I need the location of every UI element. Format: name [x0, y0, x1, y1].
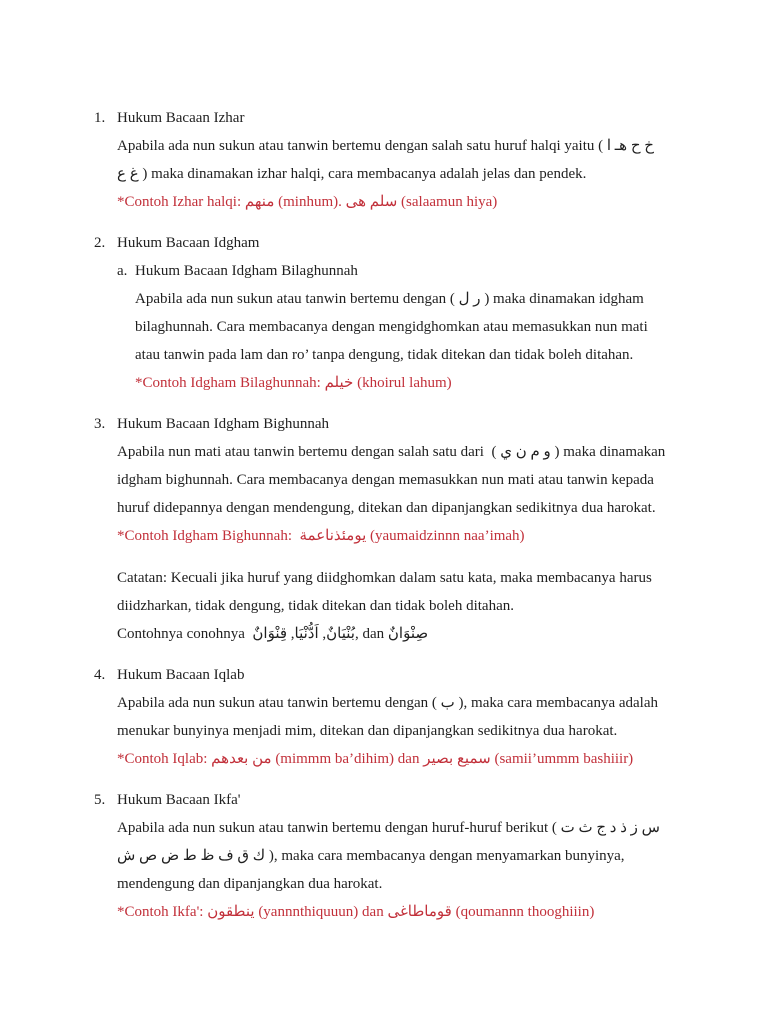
subsection-heading-row — [117, 257, 694, 285]
section-idgham — [94, 229, 694, 397]
section-body — [117, 132, 694, 216]
text-line: atau tanwin pada lam dan ro’ tanpa dengung, tidak ditekan dan tidak boleh ditahan. — [135, 347, 634, 363]
text-line: Apabila ada nun sukun atau tanwin bertemu dengan ( ب ), maka cara membacanya adalah — [117, 695, 658, 711]
text-line: idgham bighunnah. Cara membacanya dengan memasukkan nun mati atau tanwin kepada — [117, 472, 654, 488]
example-line: *Contoh Idgham Bilaghunnah: خيلم (khoirul lahum) — [135, 375, 452, 391]
item-heading: Hukum Bacaan Idgham Bighunnah — [117, 416, 330, 432]
example-line: *Contoh Ikfa': ينطقون (yannnthiquuun) dan قوماطاغى (qoumannn thooghiiin) — [117, 904, 595, 920]
section-body — [117, 689, 694, 773]
item-heading: Hukum Bacaan Ikfa' — [117, 792, 241, 808]
example-line: *Contoh Idgham Bighunnah: يومئذناعمة (yaumaidzinnn naa’imah) — [117, 528, 525, 544]
document-content — [94, 104, 694, 939]
text-line: menukar bunyinya menjadi mim, ditekan dan dipanjangkan sedikitnya dua harokat. — [117, 723, 618, 739]
text-line: Apabila ada nun sukun atau tanwin bertemu dengan salah satu huruf halqi yaitu ( خ ح هـ ا — [117, 138, 654, 154]
section-heading-row — [94, 410, 694, 438]
text-line: huruf didepannya dengan mendengung, ditekan dan dipanjangkan sedikitnya dua harokat. — [117, 500, 656, 516]
item-number: 4. — [94, 667, 106, 683]
example-line: *Contoh Iqlab: من بعدهم (mimmm ba’dihim) dan سميع بصير (samii’ummm bashiiir) — [117, 751, 634, 767]
subsection-body — [135, 285, 694, 397]
section-izhar — [94, 104, 694, 216]
item-number: 5. — [94, 792, 106, 808]
example-line: *Contoh Izhar halqi: منهم (minhum). سلم هى (salaamun hiya) — [117, 194, 498, 210]
section-heading-row — [94, 104, 694, 132]
section-ikfa — [94, 786, 694, 926]
note-line: diidzharkan, tidak dengung, tidak ditekan dan tidak boleh ditahan. — [117, 598, 514, 614]
sub-item-letter: a. — [117, 263, 128, 279]
item-heading: Hukum Bacaan Iqlab — [117, 667, 245, 683]
sub-item-heading: Hukum Bacaan Idgham Bilaghunnah — [135, 263, 358, 279]
text-line: bilaghunnah. Cara membacanya dengan mengidghomkan atau memasukkan nun mati — [135, 319, 648, 335]
text-line: Apabila nun mati atau tanwin bertemu dengan salah satu dari ( و م ن ي ) maka dinamakan — [117, 444, 666, 460]
section-body — [117, 438, 694, 648]
text-line: Apabila ada nun sukun atau tanwin bertemu dengan huruf-huruf berikut ( س ز ذ د ج ث ت — [117, 820, 660, 836]
note-line: Contohnya conohnya بُنْيَانٌ, اَدُّنْيَا, قِنْوَانٌ, dan صِنْوَانٌ — [117, 626, 429, 642]
section-heading-row — [94, 661, 694, 689]
text-line: ك ق ف ظ ط ض ص ش ), maka cara membacanya dengan menyamarkan bunyinya, — [117, 848, 625, 864]
text-line: Apabila ada nun sukun atau tanwin bertemu dengan ( ر ل ) maka dinamakan idgham — [135, 291, 644, 307]
item-number: 3. — [94, 416, 106, 432]
item-number: 1. — [94, 110, 106, 126]
text-line: mendengung dan dipanjangkan dua harokat. — [117, 876, 383, 892]
subsection-idgham-bilaghunnah — [117, 257, 694, 397]
section-iqlab — [94, 661, 694, 773]
note-line: Catatan: Kecuali jika huruf yang diidghomkan dalam satu kata, maka membacanya harus — [117, 570, 652, 586]
section-heading-row — [94, 786, 694, 814]
item-number: 2. — [94, 235, 106, 251]
note-block — [117, 564, 694, 648]
item-heading: Hukum Bacaan Idgham — [117, 235, 260, 251]
text-line: غ ع ) maka dinamakan izhar halqi, cara membacanya adalah jelas dan pendek. — [117, 166, 587, 182]
section-idgham-bighunnah — [94, 410, 694, 648]
section-body — [117, 814, 694, 926]
section-heading-row — [94, 229, 694, 257]
item-heading: Hukum Bacaan Izhar — [117, 110, 245, 126]
